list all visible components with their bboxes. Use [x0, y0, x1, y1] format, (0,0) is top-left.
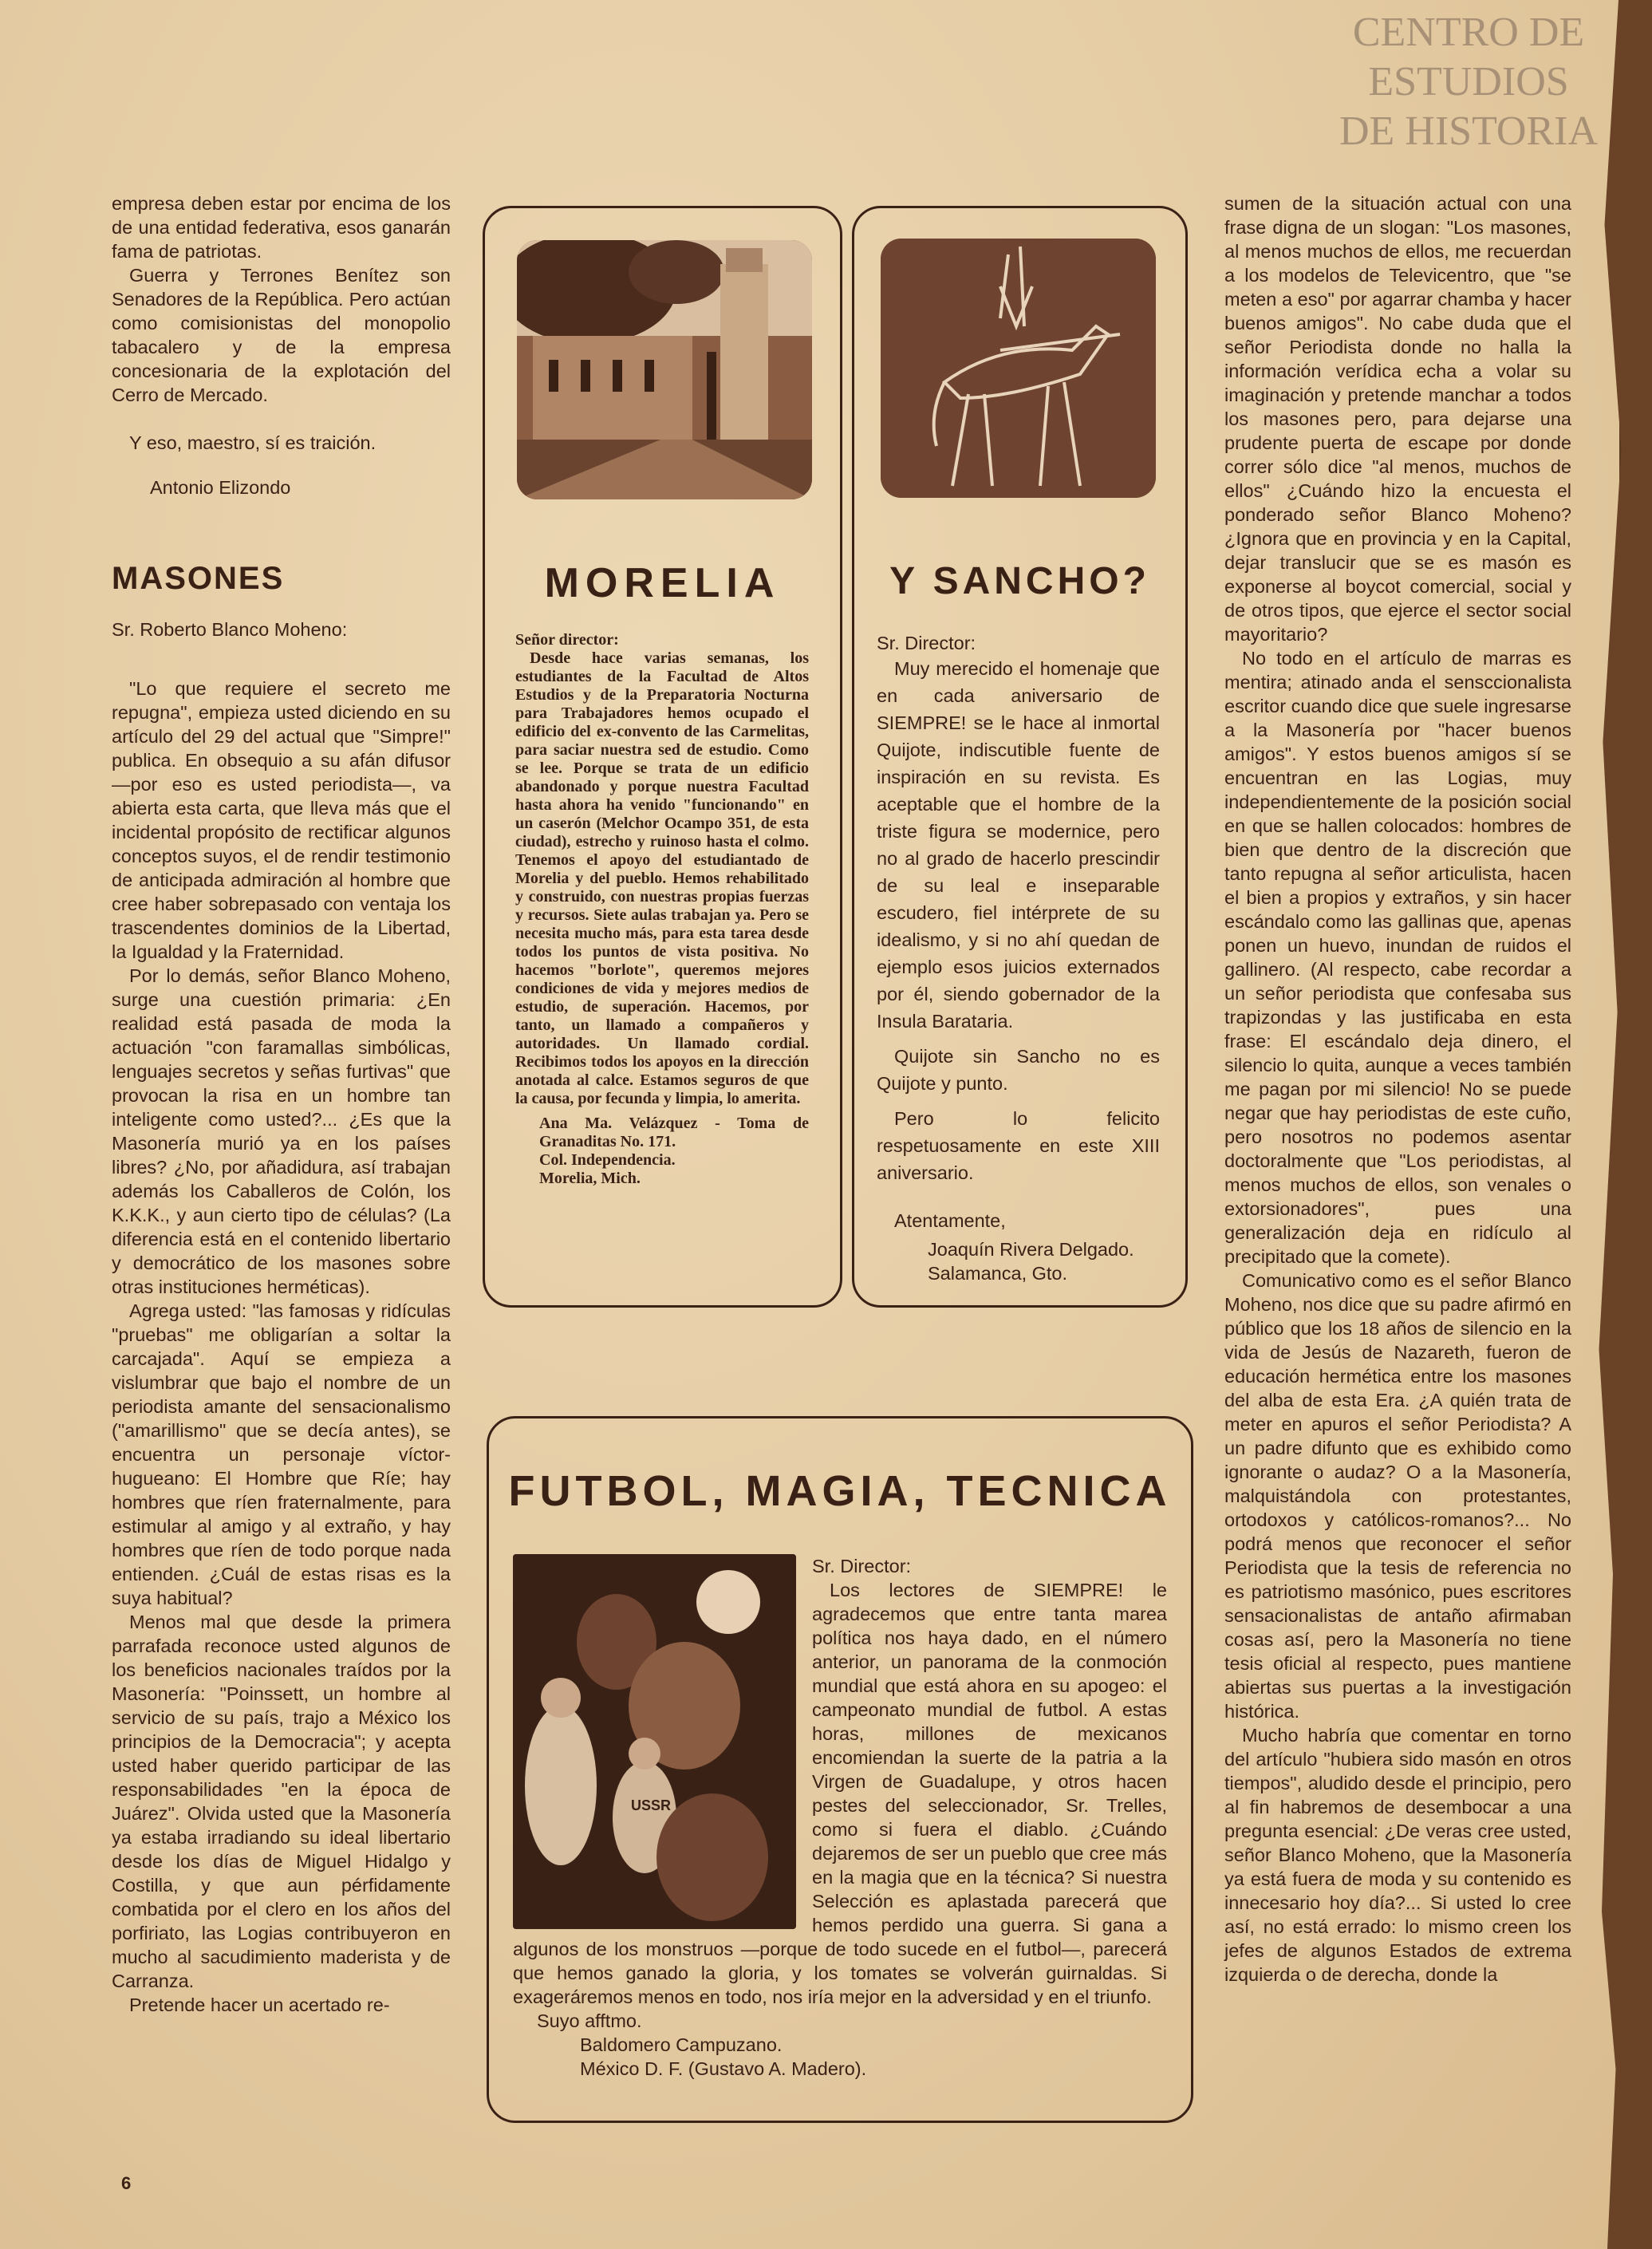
closing: Suyo afftmo. [537, 2010, 642, 2031]
intro-paragraph: Guerra y Terrones Benítez son Senadores de la República. Pero actúan como comisionistas del monopolio tabacalero y de la empresa concesionaria de la explotación del Cerro de Mercado. [112, 265, 451, 405]
morelia-photo [517, 240, 812, 499]
sancho-letter [877, 631, 1160, 1285]
futbol-letter [513, 1554, 1167, 2081]
morelia-title: MORELIA [544, 560, 781, 606]
letter-paragraph: Por lo demás, señor Blanco Moheno, surge una cuestión primaria: ¿En realidad está pasada de moda la actuación "con faramallas simbólicas, lenguajes secretos y señas furtivas" que provocan la risa en un hombre tan inteligente como usted?... ¿Es que la Masonería murió ya en los países libres? ¿No, por añadidura, así trabajan además los Caballeros de Colón, los K.K.K., y aun cierto tipo de células? (La diferencia está en el contenido libertario y democrático de los masones sobre otras instituciones herméticas). [112, 965, 451, 1297]
watermark-line: ESTUDIOS [1368, 59, 1569, 105]
letter-paragraph: Mucho habría que comentar en torno del artículo "hubiera sido masón en otros tiempos", aludido desde el principio, pero al fin habremos de desembocar a una pregunta esencial: ¿De veras cree usted, señor Blanco Moheno, que la Masonería ya está fuera de moda y su contenido es innecesario hoy día?... Si usted lo cree así, no está errado: lo mismo creen los jefes de algunos Estados de extrema izquierda o de derecha, donde la [1224, 1725, 1571, 1985]
watermark-line: CENTRO DE [1352, 10, 1585, 55]
salutation: Sr. Roberto Blanco Moheno: [112, 619, 348, 640]
letter-paragraph: Quijote sin Sancho no es Quijote y punto. [877, 1046, 1160, 1094]
intro-paragraph: Y eso, maestro, sí es traición. [129, 432, 377, 453]
signature-line: Morelia, Mich. [539, 1170, 641, 1187]
quijote-illustration [881, 239, 1156, 498]
street-scene-image [517, 240, 812, 499]
page-number: 6 [121, 2173, 132, 2193]
jersey-text: USSR [631, 1797, 672, 1813]
section-heading-masones: MASONES [112, 561, 285, 596]
letter-body: Desde hace varias semanas, los estudiantes de la Facultad de Altos Estudios y de la Preparatoria Nocturna para Trabajadores hemos ocupado el edificio del ex-convento de las Carmelitas, para saciar nuestra sed de estudio. Como se lee. Porque se trata de un edificio abandonado y porque nuestra Facultad hasta ahora ha venido "funcionando" en un caserón (Melchor Ocampo 351, de esta ciudad), estrecho y ruinoso hasta el colmo. Tenemos el apoyo del estudiantado de Morelia y del pueblo. Hemos rehabilitado y construido, con nuestras propias fuerzas y recursos. Siete aulas trabajan ya. Pero se necesita mucho más, para esta tarea desde todos los puntos de vista positiva. No hacemos "borlote", queremos mejores condiciones de vida y mejores medios de estudio, de superación. Hacemos, por tanto, un llamado a compañeros y autoridades. Un llamado cordial. Recibimos todos los apoyos en la dirección anotada al calce. Estamos seguros de que la causa, por fecunda y limpia, lo amerita. [515, 649, 809, 1107]
signature-line: Ana Ma. Velázquez - Toma de Granaditas No. 171. [539, 1115, 809, 1150]
signature-line: Joaquín Rivera Delgado. [928, 1239, 1134, 1260]
signature-line: México D. F. (Gustavo A. Madero). [580, 2058, 867, 2079]
futbol-box [487, 1416, 1193, 2123]
letter-paragraph: Muy merecido el homenaje que en cada aniversario de SIEMPRE! se le hace al inmortal Quijote, indiscutible fuente de inspiración en su revista. Es aceptable que el hombre de la triste figura se modernice, pero no al grado de hacerlo prescindir de su leal e inseparable escudero, fiel intérprete de su idealismo, y si no ahí quedan de ejemplo esos juicios externados por él, siendo gobernador de la Insula Barataria. [877, 658, 1160, 1032]
letter-paragraph: Agrega usted: "las famosas y ridículas "pruebas" me obligarían a soltar la carcajada". Aquí se empieza a vislumbrar que bajo el nombre de un periodista amante del sensacionalismo ("amarillismo" que se decía antes), se encuentra un personaje víctor-hugueano: El Hombre que Ríe; hay hombres que ríen fraternalmente, para estimular al amigo y al extraño, y hay hombres que ríen de todo porque nada entienden. ¿Cuál de estas risas es la suya habitual? [112, 1300, 451, 1608]
letter-paragraph: Menos mal que desde la primera parrafada reconoce usted algunos de los beneficios nacionales traídos por la Masonería: "Poinssett, un hombre al servicio de su país, trajo a México los principios de la Democracia"; y acepta usted haber querido participar de las responsabilidades "en la época de Juárez". Olvida usted que la Masonería ya estaba irradiando su ideal libertario desde los días de Miguel Hidalgo y Costilla, y que aun pérfidamente combatida por el clero en los años del porfiriato, las Logias contribuyeron en mucho al sacudimiento maderista y de Carranza. [112, 1612, 451, 1991]
letter-paragraph: Comunicativo como es el señor Blanco Moheno, nos dice que su padre afirmó en público que los 18 años de silencio en la vida de Jesús de Nazareth, fueron de educación hermética entre los masones del alba de esta Era. ¿A quién trata de meter en apuros el señor Periodista? A un padre difunto que es exhibido como ignorante o audaz? O a la Masonería, malquistándola con protestantes, ortodoxos y católicos-romanos?... No podrá menos que reconocer el señor Periodista que la tesis de referencia no es patriotismo masónico, pues escritores sensacionalistas de antaño afirmaban cosas así, pero la Masonería no tiene tesis oficial al respecto, pues mantiene abiertas sus puertas a la investigación histórica. [1224, 1270, 1571, 1722]
sancho-title: Y SANCHO? [889, 560, 1150, 602]
right-column [1224, 191, 1571, 1987]
signature-line: Salamanca, Gto. [928, 1263, 1068, 1284]
salutation: Sr. Director: [812, 1556, 912, 1576]
futbol-title: FUTBOL, MAGIA, TECNICA [508, 1467, 1172, 1515]
letter-body: Los lectores de SIEMPRE! le agradecemos que entre tanta marea política nos haya dado, en el número anterior, un panorama de la conmoción mundial que está ahora en su apogeo: el campeonato mundial de futbol. A estas horas, millones de mexicanos encomiendan la suerte de la patria a la Virgen de Guadalupe, y otros hacen pestes del seleccionador, Sr. Trelles, como si fuera el diablo. ¿Cuándo dejaremos de ser un pueblo que cree más en la magia que en la técnica? Si nuestra Selección es aplastada parecerá que hemos perdido una guerra. Si gana a algunos de los monstruos —porque de todo sucede en el futbol—, parecerá que hemos ganado la gloria, y los tomates se volverán guirnaldas. Si exageráremos menos en todo, nos iría mejor en la adversidad y en el triunfo. [513, 1580, 1167, 2007]
morelia-box [483, 206, 842, 1308]
horse-rider-image [881, 239, 1156, 498]
signature-line: Baldomero Campuzano. [580, 2034, 783, 2055]
letter-paragraph: "Lo que requiere el secreto me repugna", empieza usted diciendo en su artículo del 29 del actual que "Simpre!" publica. En obsequio a su afán difusor —por eso es usted periodista—, va abierta esta carta, que lleva más que el incidental propósito de rectificar algunos conceptos suyos, el de rendir testimonio de anticipada admiración al hombre que cree haber sobrepasado con ventaja los trascendentes dominios de la Libertad, la Igualdad y la Fraternidad. [112, 678, 451, 962]
left-column [112, 191, 451, 2017]
signature-line: Col. Independencia. [539, 1151, 676, 1169]
watermark-line: DE HISTORIA [1339, 109, 1599, 154]
archive-watermark [1317, 8, 1620, 156]
morelia-letter [515, 631, 809, 1188]
salutation: Sr. Director: [877, 633, 976, 653]
intro-paragraph: empresa deben estar por encima de los de una entidad federativa, esos ganarán fama de patriotas. [112, 193, 451, 262]
letter-paragraph: No todo en el artículo de marras es mentira; atinado anda el sensccionalista escritor cuando dice que suele ingresarse a la Masonería por "hacer buenos amigos". Y estos buenos amigos sí se encuentran en las Logias, muy independientemente de la posición social en que se hallen colocados: hombres de bien que dentro de la discreción que tanto repugna al señor articulista, hacen el bien a propios y extraños, y sin hacer escándalo como las gallinas que, apenas ponen un huevo, inundan de ruidos el gallinero. (Al respecto, cabe recordar a un señor periodista que confesaba sus trapizondas y las justificaba en esta frase: El escándalo deja dinero, el silencio lo quita, aunque a veces también me pagan por mi silencio! No se puede negar que hay periodistas de este cuño, pero nosotros no podemos asentar doctoralmente que "Los periodistas, al menos muchos de ellos, son venales o extorsionadores", pues una generalización deja en ridículo al precipitado que la comete). [1224, 648, 1572, 1267]
closing: Atentamente, [894, 1210, 1006, 1231]
salutation: Señor director: [515, 631, 619, 649]
letter-paragraph: Pero lo felicito respetuosamente en este XIII aniversario. [877, 1108, 1160, 1183]
letter-paragraph: Pretende hacer un acertado re- [129, 1995, 390, 2015]
text-wrap-float [513, 1554, 812, 1929]
author-signature: Antonio Elizondo [150, 477, 291, 498]
sancho-box [852, 206, 1188, 1308]
letter-paragraph: sumen de la situación actual con una frase digna de un slogan: "Los masones, al menos muchos de ellos, me recuerdan a los modelos de Televicentro, que "se meten a eso" por agarrar chamba y hacer buenos amigos". No cabe duda que el señor Periodista donde no halla la información verídica echa a volar su imaginación y pretende manchar a todos los masones pero, para dejarse una prudente puerta de escape por donde correr sólo dice "al menos, muchos de ellos" ¿Cuándo hizo la encuesta el ponderado señor Blanco Moheno? ¿Ignora que en provincia y en la Capital, dejar translucir que se es masón es exponerse al boycot comercial, social y de otros tipos, que ejerce el sector social mayoritario? [1224, 193, 1571, 645]
